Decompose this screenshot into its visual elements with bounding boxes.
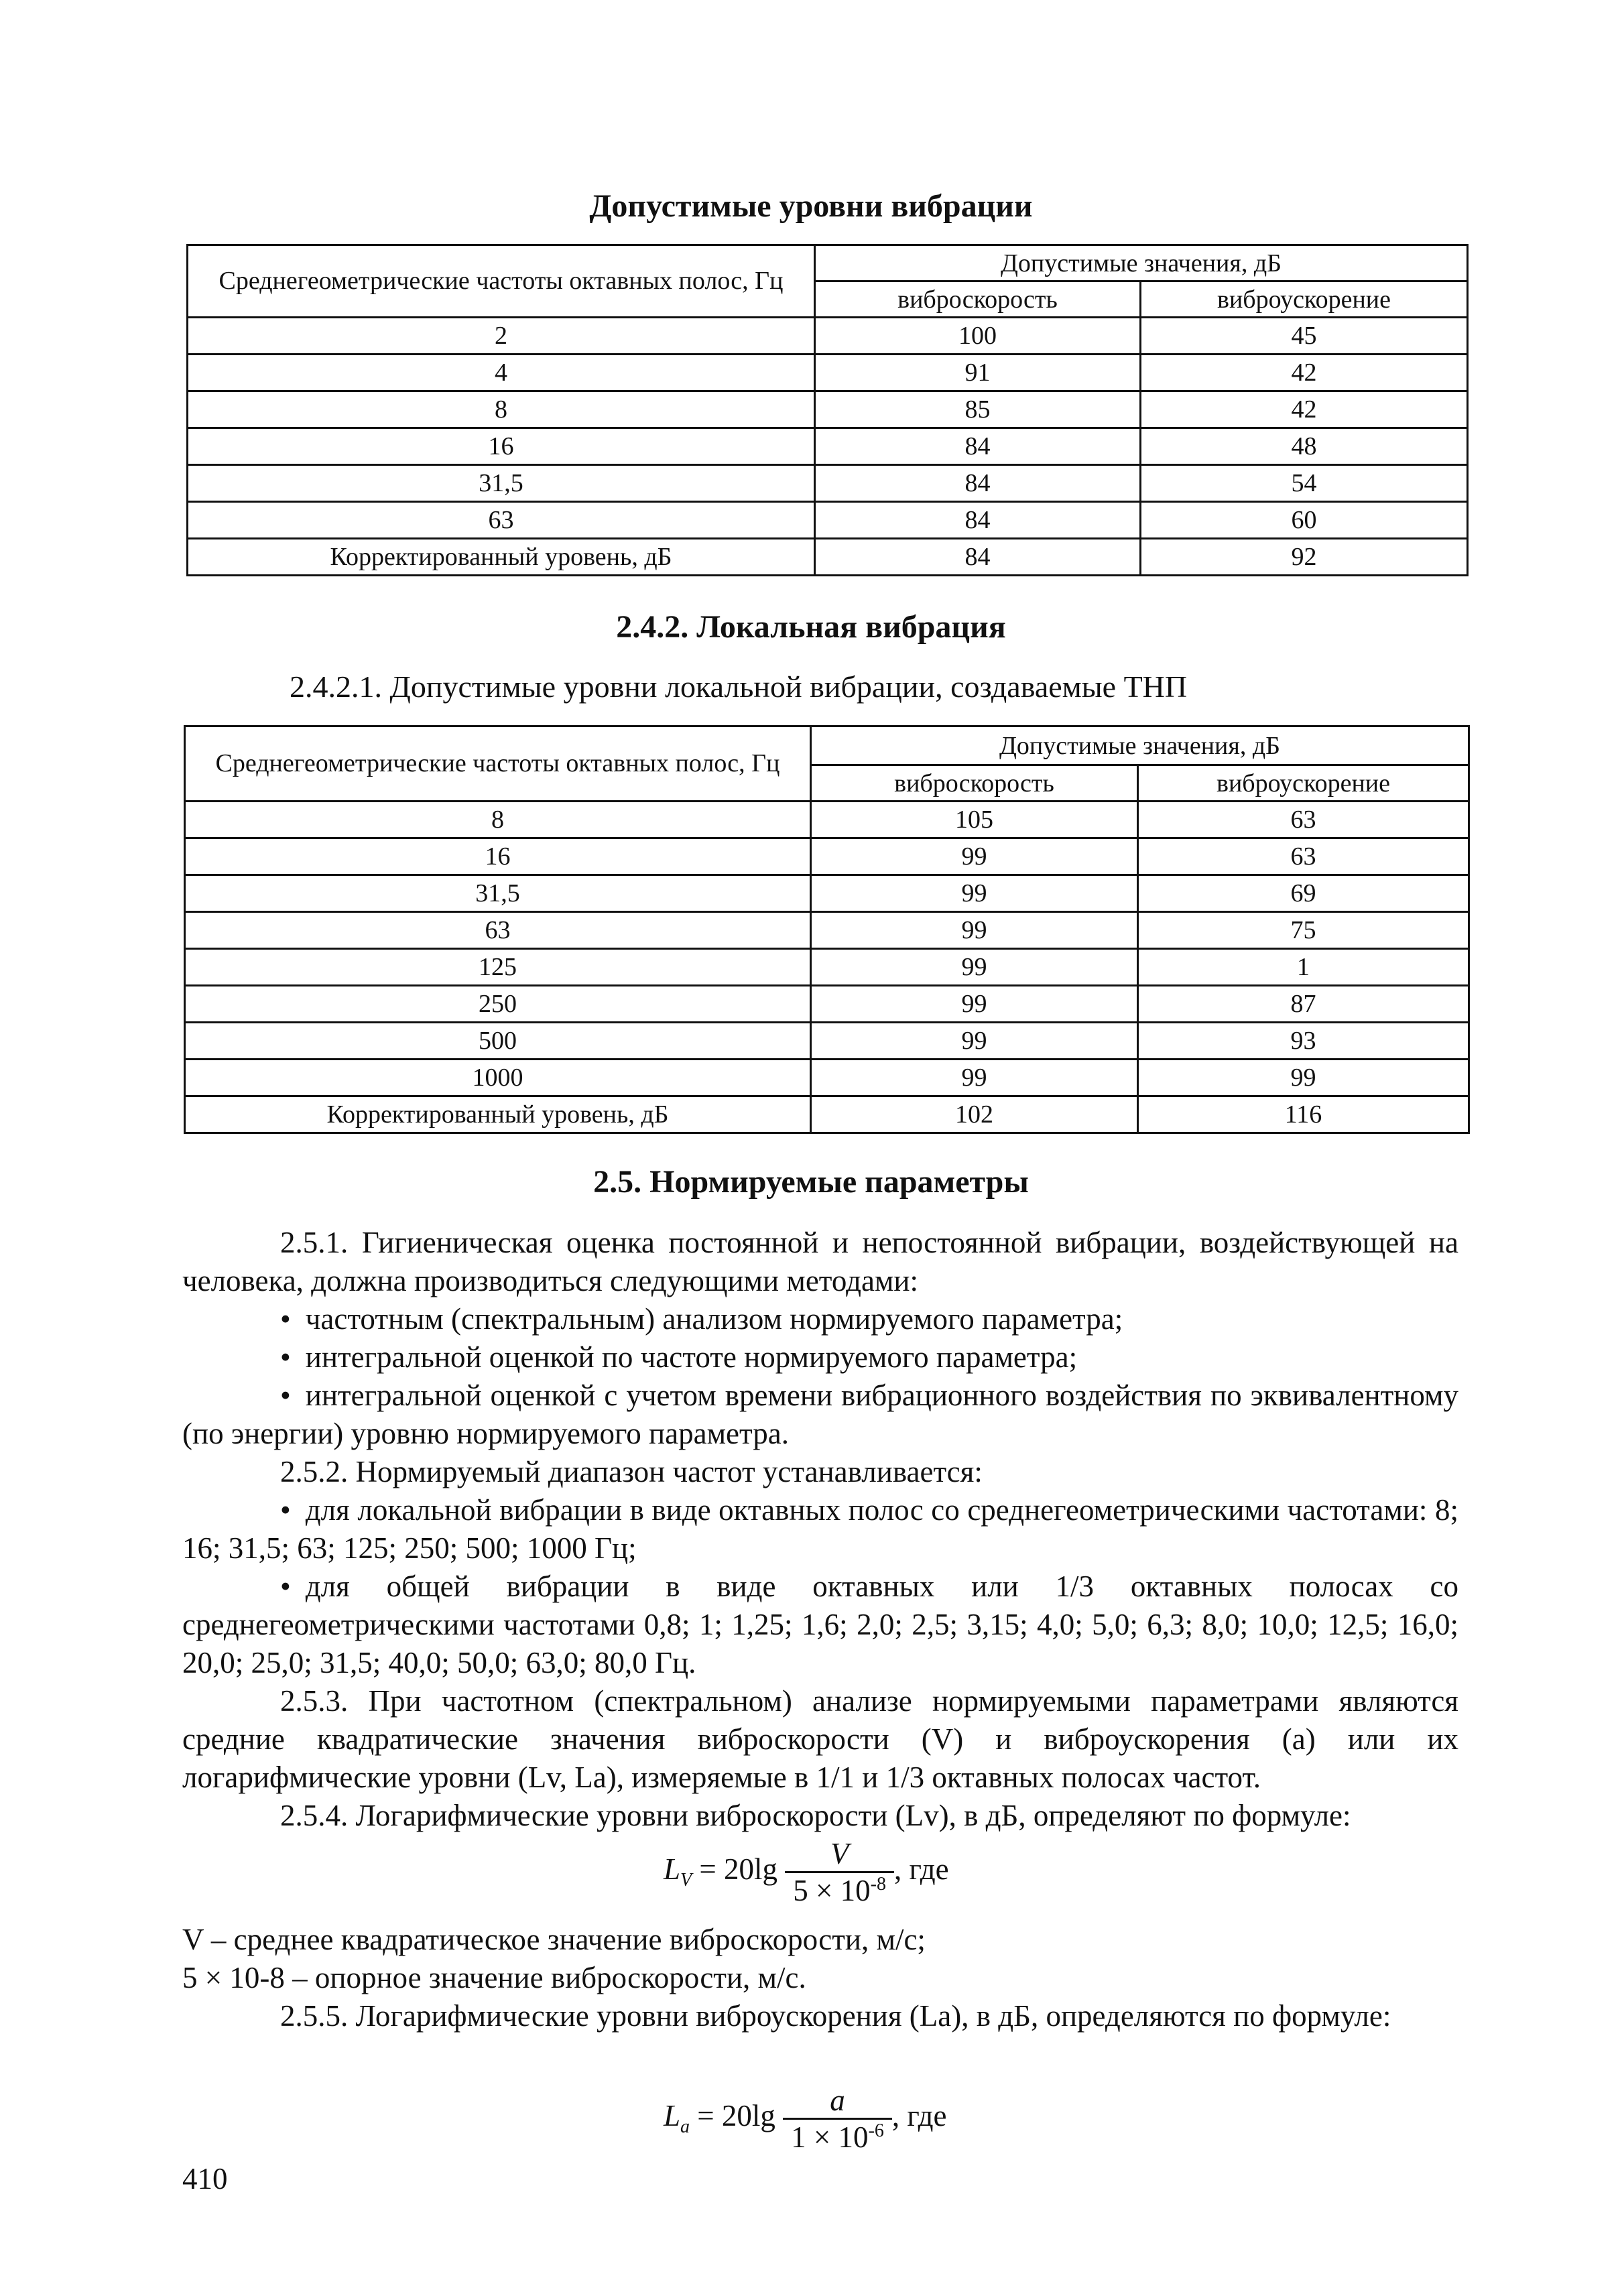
list-item-text: для локальной вибрации в виде октавных полос со среднегеометрическими частотами: 8; 16; 31,5; 63; 125; 250; 500; 1000 Гц; [182, 1493, 1458, 1565]
table2-header-group: Допустимые значения, дБ [811, 726, 1469, 765]
table1-cell-velocity: 91 [815, 355, 1141, 391]
table1-header-velocity: виброскорость [815, 281, 1141, 318]
table1-cell-velocity: 85 [815, 391, 1141, 428]
list-item [182, 1377, 1458, 1453]
table2-cell-velocity: 99 [811, 986, 1138, 1023]
table1-cell-freq: 4 [188, 355, 815, 391]
table1-cell-velocity: 100 [815, 318, 1141, 355]
paragraph-255: 2.5.5. Логарифмические уровни виброускорения (La), в дБ, определяются по формуле: [280, 1999, 1391, 2033]
table-row [188, 502, 1468, 539]
list-item-text: интегральной оценкой по частоте нормируемого параметра; [305, 1340, 1078, 1374]
table1-header-frequency: Среднегеометрические частоты октавных полос, Гц [188, 245, 815, 318]
table2-cell-acceleration: 116 [1138, 1096, 1469, 1133]
table2-header-velocity: виброскорость [811, 765, 1138, 802]
table2-cell-freq: Корректированный уровень, дБ [185, 1096, 811, 1133]
formula-tail: , где [894, 1852, 949, 1886]
table2-cell-freq: 500 [185, 1023, 811, 1060]
table1-cell-freq: 63 [188, 502, 815, 539]
formula-den-base: 1 × 10 [791, 2120, 869, 2154]
formula-fraction [785, 1836, 894, 1908]
paragraph-254: 2.5.4. Логарифмические уровни виброскорости (Lv), в дБ, определяют по формуле: [280, 1799, 1351, 1832]
definitions [182, 1921, 1458, 2035]
table-row [188, 355, 1468, 391]
bullet-icon: • [280, 1379, 291, 1412]
table-row [185, 949, 1469, 986]
table1-cell-acceleration: 92 [1141, 539, 1468, 576]
table1-cell-velocity: 84 [815, 502, 1141, 539]
definition-v: V – среднее квадратическое значение виброскорости, м/с; [182, 1923, 926, 1956]
table1-cell-acceleration: 42 [1141, 355, 1468, 391]
list-item-text: частотным (спектральным) анализом нормируемого параметра; [305, 1302, 1123, 1336]
table-row [185, 802, 1469, 838]
table2-cell-velocity: 99 [811, 1023, 1138, 1060]
list-item-text: октавных полосах со среднегеометрическими частотами 0,8; 1; 1,25; 1,6; 2,0; 2,5; 3,15; 4,0; 5,0; 6,3; 8,0; 10,0; 12,5; 16,0; 20,0; 25,0; 31,5; 40,0; 50,0; 63,0; 80,0 Гц. [182, 1570, 1458, 1679]
section-242-heading: 2.4.2. Локальная вибрация [616, 609, 1006, 645]
table-row [188, 465, 1468, 502]
table2-cell-velocity: 99 [811, 1060, 1138, 1096]
table1-cell-acceleration: 45 [1141, 318, 1468, 355]
list-item [182, 1338, 1458, 1377]
table2-cell-acceleration: 75 [1138, 912, 1469, 949]
bullet-icon: • [280, 1302, 291, 1336]
table-row [185, 838, 1469, 875]
vibration-table-general [186, 244, 1469, 576]
table-row [188, 428, 1468, 465]
section-242-subheading: 2.4.2.1. Допустимые уровни локальной вибрации, создаваемые ТНП [290, 669, 1188, 704]
formula-lhs-sub: V [680, 1869, 692, 1891]
table2-cell-velocity: 99 [811, 949, 1138, 986]
table-row [185, 1023, 1469, 1060]
formula-acceleration-level [664, 2083, 946, 2155]
formula-fraction [783, 2083, 892, 2155]
table1-cell-freq: 8 [188, 391, 815, 428]
table-row [185, 912, 1469, 949]
list-item [182, 1568, 1458, 1682]
list-item-text: для общей вибрации в виде октавных или [305, 1570, 1056, 1603]
formula-tail: , где [891, 2098, 947, 2132]
table-row [185, 875, 1469, 912]
table2-cell-velocity: 99 [811, 912, 1138, 949]
table1-cell-freq: Корректированный уровень, дБ [188, 539, 815, 576]
table1-cell-freq: 31,5 [188, 465, 815, 502]
table1-cell-acceleration: 48 [1141, 428, 1468, 465]
formula-denominator [783, 2120, 892, 2155]
table-row [185, 1096, 1469, 1133]
table1-cell-acceleration: 42 [1141, 391, 1468, 428]
table1-cell-acceleration: 54 [1141, 465, 1468, 502]
table2-cell-acceleration: 69 [1138, 875, 1469, 912]
table1-cell-velocity: 84 [815, 465, 1141, 502]
formula-numerator: a [783, 2083, 892, 2120]
bullet-icon: • [280, 1340, 291, 1374]
table2-cell-velocity: 102 [811, 1096, 1138, 1133]
fraction-third: 1/3 [1055, 1570, 1095, 1603]
list-item [182, 1491, 1458, 1568]
table2-cell-acceleration: 93 [1138, 1023, 1469, 1060]
table-row [188, 318, 1468, 355]
table2-cell-freq: 125 [185, 949, 811, 986]
table1-header-group: Допустимые значения, дБ [815, 245, 1468, 281]
table-row [188, 539, 1468, 576]
table1-cell-freq: 16 [188, 428, 815, 465]
table1-title: Допустимые уровни вибрации [589, 188, 1033, 224]
formula-denominator [785, 1873, 894, 1908]
formula-eq: = 20lg [697, 2098, 775, 2132]
formula-den-exp: -6 [868, 2120, 884, 2141]
table2-cell-freq: 63 [185, 912, 811, 949]
table2-cell-velocity: 99 [811, 875, 1138, 912]
section-25-heading: 2.5. Нормируемые параметры [593, 1164, 1029, 1200]
paragraph-251: 2.5.1. Гигиеническая оценка постоянной и непостоянной вибрации, воздействующей на человека, должна производиться следующими методами: [182, 1226, 1458, 1297]
table2-cell-freq: 31,5 [185, 875, 811, 912]
table2-cell-velocity: 105 [811, 802, 1138, 838]
table2-cell-freq: 8 [185, 802, 811, 838]
bullet-icon: • [280, 1570, 291, 1603]
formula-lhs: L [664, 2098, 681, 2132]
bullet-icon: • [280, 1493, 291, 1527]
paragraph-252: 2.5.2. Нормируемый диапазон частот устанавливается: [280, 1455, 983, 1488]
table2-cell-acceleration: 1 [1138, 949, 1469, 986]
paragraph-253: 2.5.3. При частотном (спектральном) анализе нормируемыми параметрами являются средние квадратические значения виброскорости (V) и виброускорения (a) или их логарифмические уровни (Lv, La), измеряемые в 1/1 и 1/3 октавных полосах частот. [182, 1684, 1458, 1794]
table1-header-acceleration: виброускорение [1141, 281, 1468, 318]
definition-reference: 5 × 10-8 – опорное значение виброскорости, м/с. [182, 1961, 806, 1994]
formula-numerator: V [785, 1836, 894, 1873]
formula-den-base: 5 × 10 [793, 1874, 871, 1907]
table2-header-acceleration: виброускорение [1138, 765, 1469, 802]
table2-cell-acceleration: 99 [1138, 1060, 1469, 1096]
table1-cell-velocity: 84 [815, 428, 1141, 465]
table2-cell-freq: 16 [185, 838, 811, 875]
vibration-table-local [184, 725, 1470, 1134]
table-row [185, 1060, 1469, 1096]
table1-cell-acceleration: 60 [1141, 502, 1468, 539]
list-item-text: интегральной оценкой с учетом времени вибрационного воздействия по эквивалентному (по энергии) уровню нормируемого параметра. [182, 1379, 1458, 1450]
table2-cell-acceleration: 87 [1138, 986, 1469, 1023]
table2-cell-freq: 250 [185, 986, 811, 1023]
formula-lhs-sub: a [680, 2116, 690, 2137]
formula-eq: = 20lg [699, 1852, 778, 1886]
table2-cell-velocity: 99 [811, 838, 1138, 875]
page-number: 410 [182, 2162, 228, 2195]
table2-cell-acceleration: 63 [1138, 838, 1469, 875]
table2-cell-acceleration: 63 [1138, 802, 1469, 838]
section-25-body [182, 1224, 1458, 1835]
table2-header-frequency: Среднегеометрические частоты октавных полос, Гц [185, 726, 811, 802]
formula-lhs: L [664, 1852, 681, 1886]
table2-cell-freq: 1000 [185, 1060, 811, 1096]
formula-den-exp: -8 [870, 1874, 886, 1895]
formula-velocity-level [664, 1836, 949, 1908]
list-item [182, 1300, 1458, 1338]
table-row [185, 986, 1469, 1023]
table1-cell-velocity: 84 [815, 539, 1141, 576]
table1-cell-freq: 2 [188, 318, 815, 355]
table-row [188, 391, 1468, 428]
